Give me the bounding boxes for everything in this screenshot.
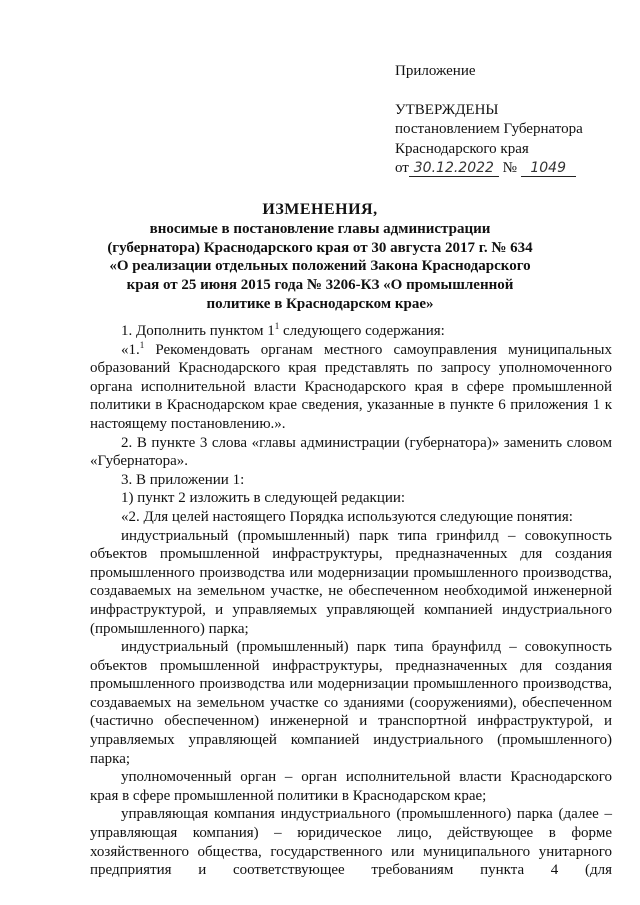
paragraph-2-text: «1.	[121, 341, 140, 358]
resolution-line-1: постановлением Губернатора	[395, 121, 583, 137]
document-body	[90, 322, 612, 880]
paragraph-1	[90, 322, 612, 341]
number-sign: №	[502, 160, 517, 176]
approved-label: УТВЕРЖДЕНЫ	[395, 101, 499, 118]
title-line-3: «О реализации отдельных положений Закона Краснодарского	[109, 258, 531, 275]
paragraph-8: индустриальный (промышленный) парк типа браунфилд – совокупность объектов промышленной инфраструктуры, предназначенных для создания промышленного производства или модернизации промышленного производства, создаваемых на земельном участке со зданиями (сооружениями), обеспеченном (частично обеспеченном) инженерной и транспортной инфраструктурой, и управляемых управляющей компанией индустриального (промышленного) парка;	[90, 639, 612, 767]
paragraph-3: 2. В пункте 3 слова «главы администрации (губернатора)» заменить словом «Губернатора».	[90, 434, 612, 470]
paragraph-9: уполномоченный орган – орган исполнительной власти Краснодарского края в сфере промышленной политики в Краснодарском крае;	[90, 769, 612, 804]
date-prefix: от	[395, 160, 409, 176]
handwritten-date: 30.12.2022	[409, 160, 499, 177]
handwritten-number: 1049	[521, 160, 576, 177]
paragraph-1-text: 1. Дополнить пунктом 1	[121, 323, 275, 339]
title-line-1: вносимые в постановление главы администрации	[149, 220, 491, 237]
approval-block	[395, 62, 630, 179]
superscript: 1	[274, 321, 280, 331]
document-title	[90, 201, 550, 314]
paragraph-6: «2. Для целей настоящего Порядка используются следующие понятия:	[121, 508, 573, 525]
title-line-4: края от 25 июня 2015 года № 3206-КЗ «О промышленной	[126, 277, 514, 294]
paragraph-2	[90, 341, 612, 434]
title-heading: ИЗМЕНЕНИЯ,	[262, 201, 378, 218]
appendix-label: Приложение	[395, 63, 476, 79]
title-line-5: политике в Краснодарском крае»	[206, 295, 434, 312]
paragraph-5: 1) пункт 2 изложить в следующей редакции:	[121, 490, 406, 507]
paragraph-4: 3. В приложении 1:	[121, 471, 245, 488]
paragraph-2-text-end: Рекомендовать органам местного самоуправления муниципальных образований Краснодарского края представлять по запросу уполномоченного органа исполнительной власти Краснодарского края в сфере промышленной политики в Краснодарском крае сведения, указанные в пункте 6 приложения 1 к настоящему постановлению.».	[90, 341, 612, 432]
superscript: 1	[139, 339, 145, 350]
paragraph-1-text-end: следующего содержания:	[279, 323, 445, 339]
paragraph-7: индустриальный (промышленный) парк типа гринфилд – совокупность объектов промышленной инфраструктуры, предназначенных для создания промышленного производства или модернизации промышленного производства, создаваемых на земельном участке, не обеспеченном необходимой инженерной инфраструктурой, и управляемых управляющей компанией индустриального (промышленного) парка;	[90, 527, 612, 637]
title-line-2: (губернатора) Краснодарского края от 30 августа 2017 г. № 634	[107, 239, 533, 256]
resolution-line-2: Краснодарского края	[395, 140, 529, 157]
date-number-line	[395, 159, 630, 179]
paragraph-10: управляющая компания индустриального (промышленного) парка (далее – управляющая компания) – юридическое лицо, действующее в форме хозяйственного общества, государственного или муниципального унитарного предприятия и соответствующее требованиям пункта 4 (для	[90, 806, 612, 879]
